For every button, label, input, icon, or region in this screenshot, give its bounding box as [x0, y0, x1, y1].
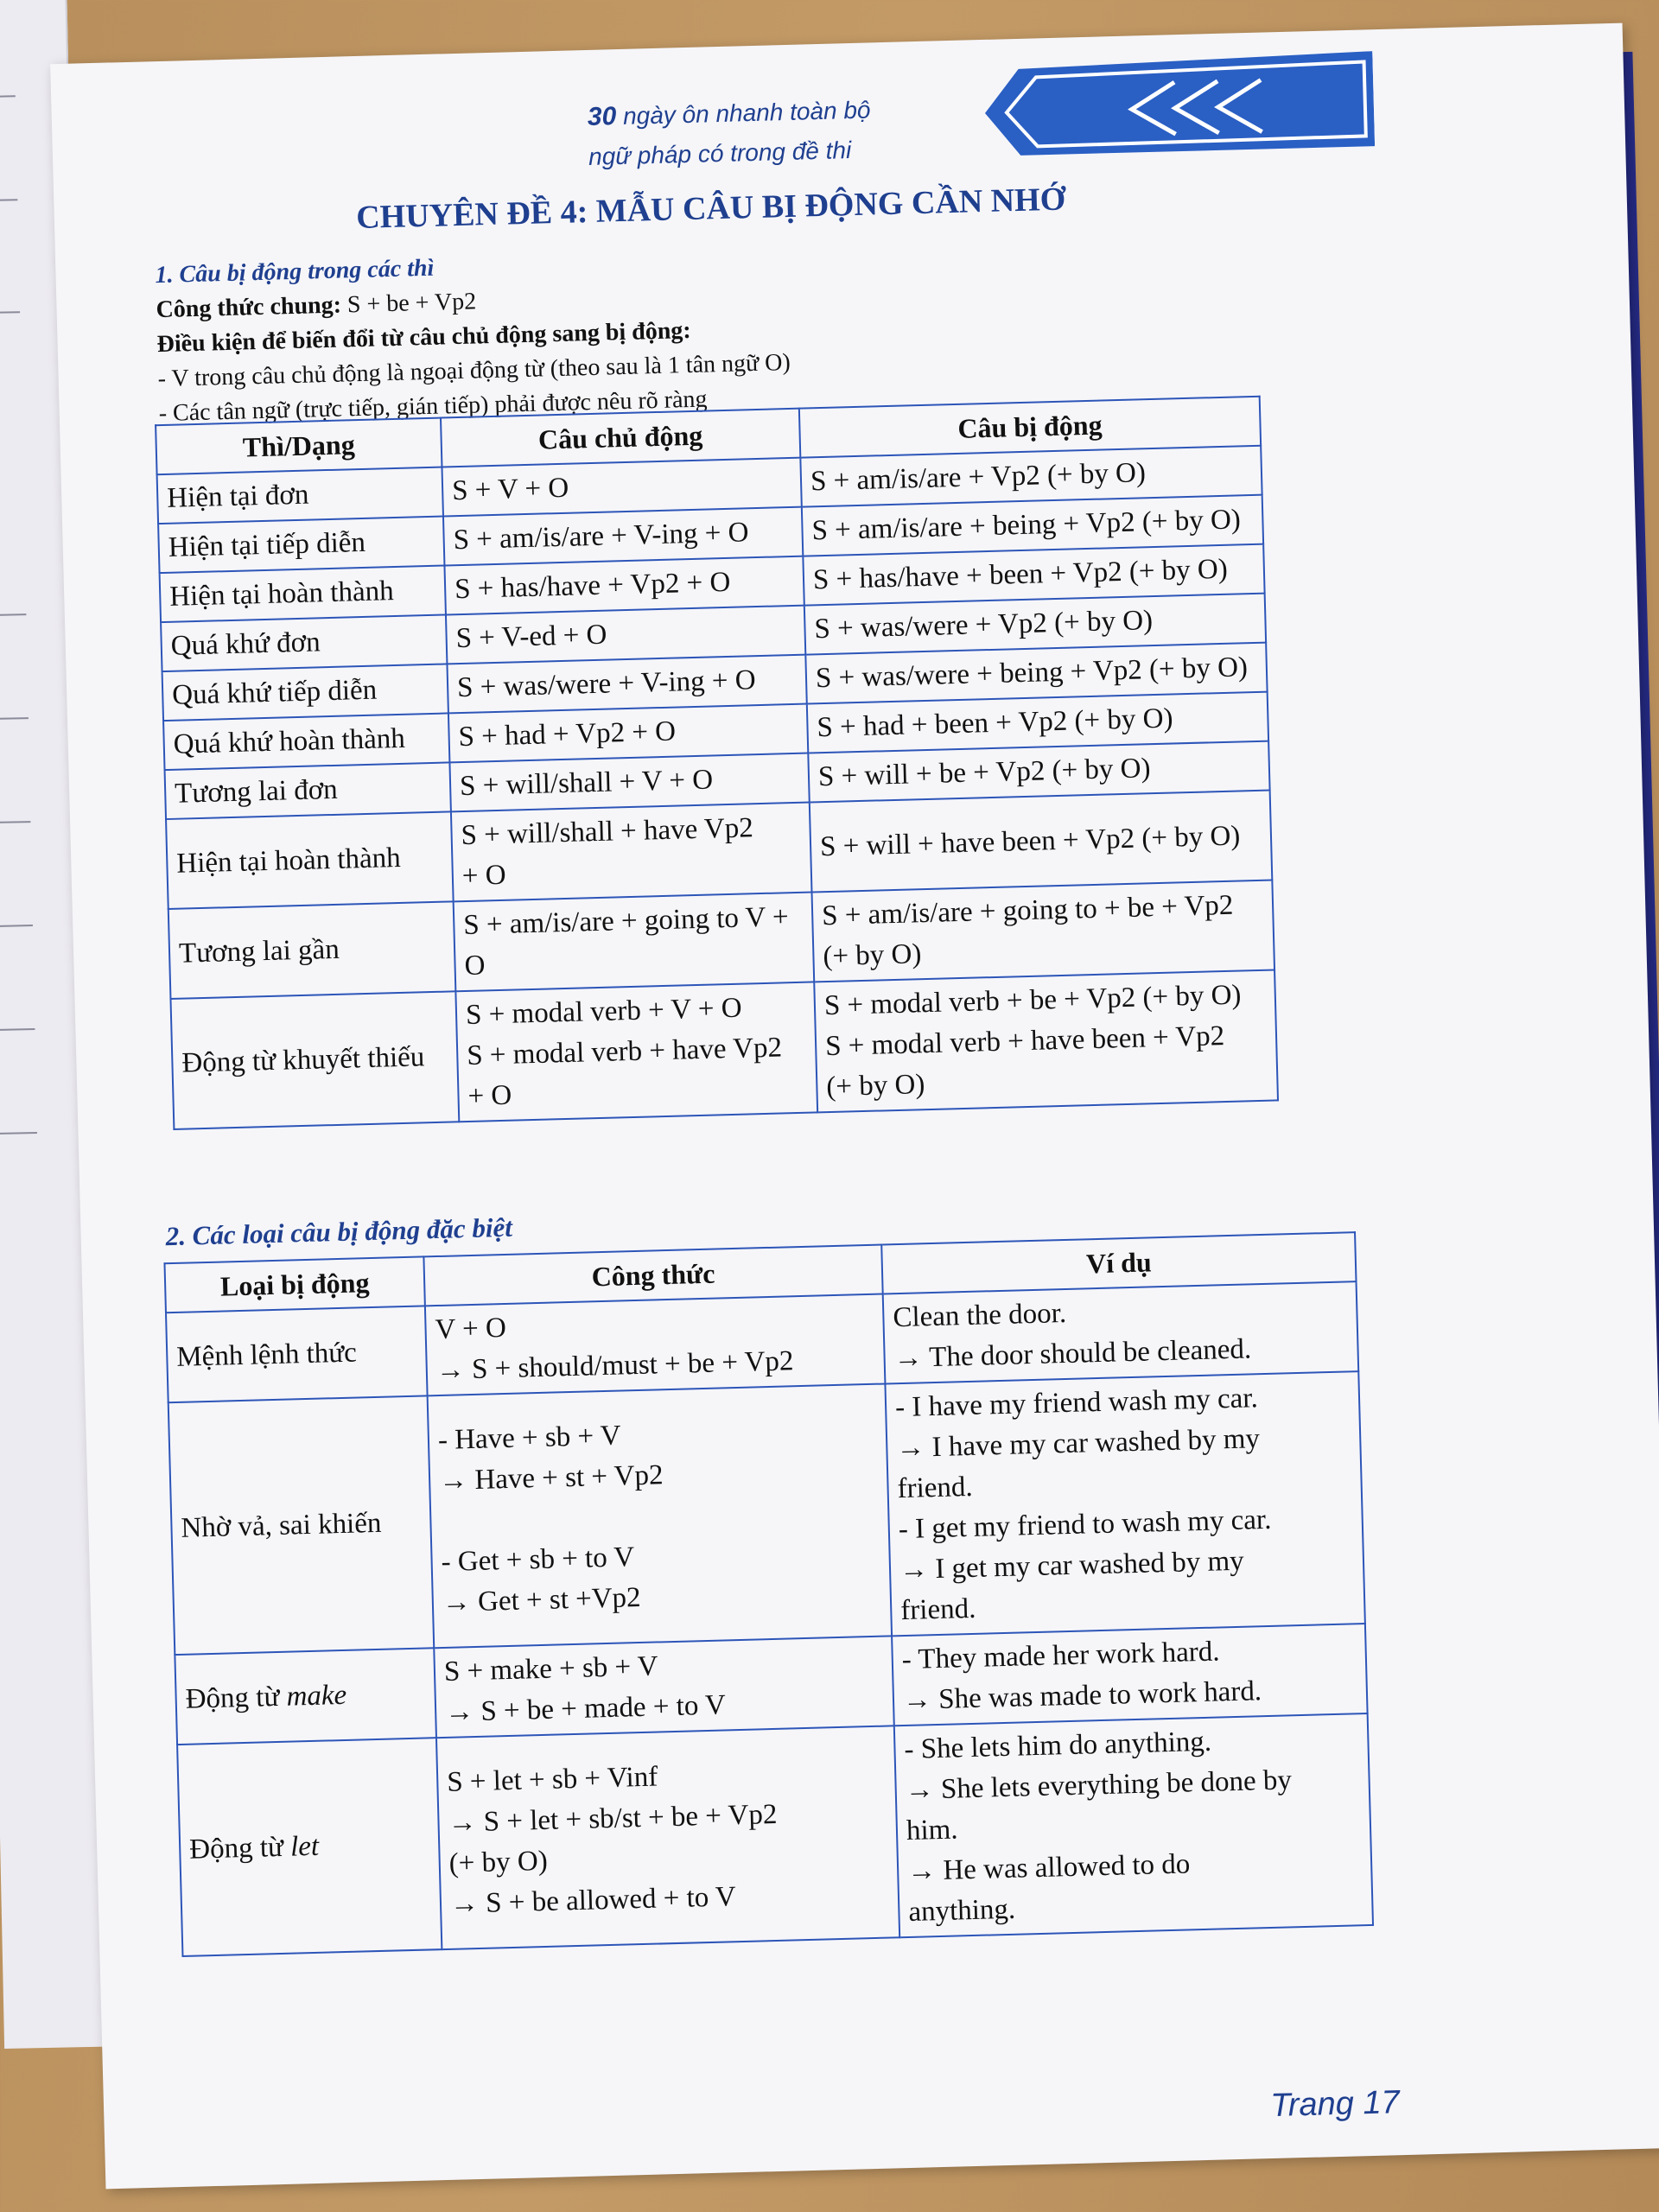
formula-label: Công thức chung:: [156, 291, 342, 324]
example-cell-line: → I get my car washed by my: [899, 1545, 1245, 1586]
special-formula-cell-line: - Have + sb + V: [437, 1420, 622, 1456]
column-header: Câu bị động: [799, 397, 1261, 458]
passive-formula-cell-line: (+ by O): [822, 938, 922, 973]
passive-formula-cell-line: S + am/is/are + Vp2 (+ by O): [810, 457, 1147, 498]
passive-formula-cell-line: S + had + been + Vp2 (+ by O): [817, 702, 1173, 744]
example-cell-line: - I get my friend to wash my car.: [898, 1503, 1272, 1546]
passive-formula-cell-line: S + modal verb + have been + Vp2: [824, 1020, 1225, 1063]
special-formula-cell-line: → Have + st + Vp2: [438, 1459, 664, 1497]
table-row: [170, 970, 1278, 1129]
special-formula-cell-line: S + let + sb + Vinf: [446, 1761, 658, 1798]
example-cell: [892, 1624, 1368, 1726]
back-page-lines: [0, 0, 56, 2049]
special-formula-cell-line: S + make + sb + V: [443, 1650, 659, 1688]
active-formula-cell-line: O: [464, 950, 486, 982]
passive-type-label: Động từ: [188, 1831, 291, 1866]
passive-type-cell: [175, 1648, 436, 1745]
tense-passive-table: [155, 396, 1279, 1130]
example-cell-line: → The door should be cleaned.: [893, 1333, 1252, 1375]
page-header: [587, 90, 872, 177]
passive-formula-cell-line: S + was/were + Vp2 (+ by O): [814, 605, 1154, 645]
example-cell-line: → I have my car washed by my: [895, 1423, 1261, 1465]
tense-name-cell: Quá khứ đơn: [161, 614, 447, 671]
example-cell-line: him.: [906, 1814, 959, 1847]
active-formula-cell: [451, 803, 812, 902]
passive-type-cell: [166, 1306, 428, 1402]
passive-type-cell: [168, 1395, 435, 1655]
special-formula-cell-line: V + O: [435, 1312, 507, 1346]
example-cell-line: → She lets everything be done by: [905, 1764, 1293, 1807]
special-formula-cell-line: - Get + sb + to V: [441, 1541, 635, 1578]
passive-formula-cell-line: S + am/is/are + being + Vp2 (+ by O): [811, 504, 1242, 547]
special-formula-cell: [428, 1383, 892, 1648]
example-cell-line: Clean the door.: [892, 1297, 1067, 1334]
section1-intro: [155, 242, 791, 431]
example-cell: [883, 1281, 1359, 1383]
passive-formula-cell: [810, 791, 1273, 893]
example-cell-line: friend.: [899, 1592, 976, 1627]
tense-name-cell: Tương lai đơn: [165, 762, 451, 819]
column-header: Thì/Dạng: [156, 418, 442, 475]
tense-name-cell: Quá khứ tiếp diễn: [162, 664, 448, 721]
special-formula-cell-line: (+ by O): [448, 1845, 549, 1879]
active-formula-cell-line: S + has/have + Vp2 + O: [454, 566, 731, 606]
tense-name-cell: Tương lai gần: [168, 901, 456, 999]
example-cell-line: → She was made to work hard.: [902, 1675, 1262, 1717]
active-formula-cell-line: S + will/shall + V + O: [459, 764, 714, 803]
passive-type-verb: make: [286, 1679, 347, 1713]
section1-heading: 1. Câu bị động trong các thì: [155, 254, 435, 289]
example-cell-line: → He was allowed to do: [906, 1848, 1191, 1887]
active-formula-cell-line: S + was/were + V-ing + O: [456, 664, 757, 704]
active-formula-cell: [454, 892, 815, 991]
active-formula-cell-line: S + modal verb + V + O: [465, 992, 742, 1032]
active-formula-cell: [455, 982, 817, 1122]
section2-heading: 2. Các loại câu bị động đặc biệt: [165, 1211, 513, 1252]
condition-bullet-2: - Các tân ngữ (trực tiếp, gián tiếp) phải được nêu rõ ràng: [158, 385, 708, 428]
header-number: 30: [587, 102, 617, 131]
example-cell: [885, 1371, 1364, 1636]
special-formula-cell: [436, 1726, 899, 1949]
tense-name-cell: Hiện tại hoàn thành: [160, 565, 446, 622]
passive-formula-cell: [814, 970, 1278, 1113]
special-formula-cell-line: → S + let + sb/st + be + Vp2: [448, 1798, 778, 1839]
active-formula-cell-line: + O: [467, 1079, 512, 1112]
passive-formula-cell-line: (+ by O): [825, 1069, 925, 1103]
special-formula-cell-line: → S + should/must + be + Vp2: [435, 1345, 794, 1387]
condition-heading: Điều kiện để biến đổi từ câu chủ động sang bị động:: [156, 316, 692, 359]
condition-bullet-1: - V trong câu chủ động là ngoại động từ (theo sau là 1 tân ngữ O): [157, 348, 791, 393]
column-header: Câu chủ động: [441, 409, 800, 467]
passive-type-verb: let: [289, 1830, 320, 1863]
example-cell: [894, 1713, 1373, 1937]
table-row: [168, 1371, 1365, 1655]
passive-formula-cell-line: S + will + have been + Vp2 (+ by O): [819, 820, 1241, 862]
passive-formula-cell-line: S + am/is/are + going to + be + Vp2: [821, 889, 1234, 932]
example-cell-line: friend.: [897, 1471, 974, 1505]
passive-type-label: Động từ: [185, 1681, 288, 1715]
table-row: [177, 1713, 1373, 1956]
active-formula-cell-line: S + am/is/are + V-ing + O: [453, 517, 749, 556]
special-formula-cell: [434, 1636, 894, 1738]
passive-formula-cell-line: S + modal verb + be + Vp2 (+ by O): [823, 979, 1242, 1022]
passive-formula-cell-line: S + was/were + being + Vp2 (+ by O): [815, 652, 1249, 695]
active-formula-cell-line: S + V + O: [451, 472, 569, 507]
book-page: [50, 23, 1659, 2190]
special-formula-cell-line: → Get + st +Vp2: [442, 1581, 641, 1618]
active-formula-cell-line: S + will/shall + have Vp2: [461, 812, 754, 852]
tense-name-cell: Quá khứ hoàn thành: [163, 713, 449, 770]
page-title: CHUYÊN ĐỀ 4: MẪU CÂU BỊ ĐỘNG CẦN NHỚ: [355, 181, 1066, 237]
header-line2: ngữ pháp có trong đề thi: [588, 137, 852, 170]
column-header: Loại bị động: [164, 1256, 424, 1313]
passive-formula-cell-line: S + has/have + been + Vp2 (+ by O): [812, 553, 1229, 596]
active-formula-cell-line: S + am/is/are + going to V +: [462, 901, 790, 942]
column-header: Ví dụ: [881, 1232, 1356, 1294]
special-formula-cell: [425, 1294, 886, 1396]
active-formula-cell-line: S + had + Vp2 + O: [458, 715, 677, 753]
special-formula-cell-line: → S + be + made + to V: [444, 1689, 727, 1728]
passive-type-label: Mệnh lệnh thức: [175, 1336, 358, 1373]
passive-type-cell: [177, 1738, 442, 1956]
passive-formula-cell-line: S + will + be + Vp2 (+ by O): [817, 753, 1151, 793]
tense-name-cell: Hiện tại tiếp diễn: [158, 517, 444, 574]
special-formula-cell-line: → S + be allowed + to V: [449, 1880, 737, 1920]
passive-formula-cell: [812, 880, 1275, 982]
tense-name-cell: Hiện tại hoàn thành: [166, 811, 454, 909]
example-cell-line: anything.: [907, 1893, 1016, 1928]
example-cell-line: - She lets him do anything.: [904, 1726, 1212, 1766]
tense-name-cell: Hiện tại đơn: [157, 467, 443, 524]
formula-value: S + be + Vp2: [340, 288, 477, 319]
active-formula-cell-line: S + modal verb + have Vp2: [466, 1032, 783, 1072]
passive-type-label: Nhờ vả, sai khiến: [181, 1507, 382, 1544]
active-formula-cell-line: + O: [461, 859, 507, 893]
header-line1: ngày ôn nhanh toàn bộ: [615, 96, 871, 130]
tense-name-cell: Động từ khuyết thiếu: [170, 991, 459, 1129]
page-number: Trang 17: [1269, 2084, 1401, 2125]
active-formula-cell-line: S + V-ed + O: [455, 619, 607, 655]
example-cell-line: - They made her work hard.: [901, 1636, 1220, 1676]
header-chevron-band: [966, 51, 1375, 165]
special-passive-table: [163, 1231, 1374, 1957]
example-cell-line: - I have my friend wash my car.: [894, 1382, 1259, 1424]
column-header: Công thức: [423, 1245, 882, 1306]
